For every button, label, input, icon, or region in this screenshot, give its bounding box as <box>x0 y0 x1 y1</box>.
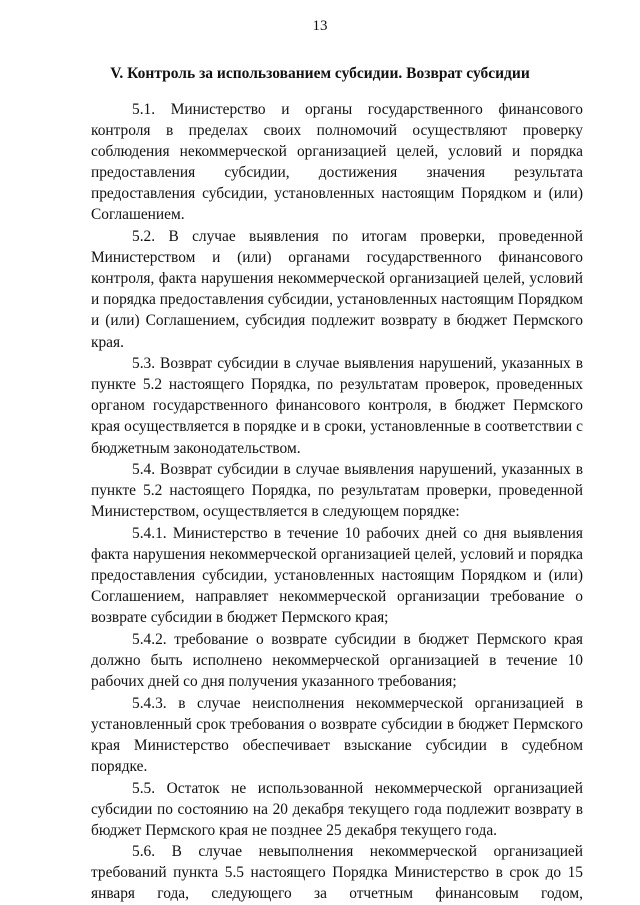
document-body <box>91 99 583 905</box>
paragraph-5-4: 5.4. Возврат субсидии в случае выявления нарушений, указанных в пункте 5.2 настоящего Порядка, по результатам проверки, проведенной Министерством, осуществляется в следующем порядке: <box>91 461 583 521</box>
paragraph-5-4-3: 5.4.3. в случае неисполнения некоммерческой организацией в установленный срок требования о возврате субсидии в бюджет Пермского края Министерство обеспечивает взыскание субсидии в судебном порядке. <box>91 694 583 775</box>
paragraph-5-6: 5.6. В случае невыполнения некоммерческой организацией требований пункта 5.5 настоящего Порядка Министерство в срок до 15 января года, следующего за отчетным финансовым годом, <box>91 843 583 903</box>
section-heading: V. Контроль за использованием субсидии. Возврат субсидии <box>110 65 530 82</box>
paragraph-5-5: 5.5. Остаток не использованной некоммерческой организацией субсидии по состоянию на 20 декабря текущего года подлежит возврату в бюджет Пермского края не позднее 25 декабря текущего года. <box>91 779 583 839</box>
paragraph-5-4-1: 5.4.1. Министерство в течение 10 рабочих дней со дня выявления факта нарушения некоммерческой организацией целей, условий и порядка предоставления субсидии, установленных настоящим Порядком и (или) Соглашением, направляет некоммерческой организации требование о возврате субсидии в бюджет Пермского края; <box>91 524 583 627</box>
paragraph-5-2: 5.2. В случае выявления по итогам проверки, проведенной Министерством и (или) органами государственного финансового контроля, факта нарушения некоммерческой организацией целей, условий и порядка предоставления субсидии, установленных настоящим Порядком и (или) Соглашением, субсидия подлежит возврату в бюджет Пермского края. <box>91 228 583 351</box>
paragraph-5-3: 5.3. Возврат субсидии в случае выявления нарушений, указанных в пункте 5.2 настоящего Порядка, по результатам проверок, проведенных органом государственного финансового контроля, в бюджет Пермского края осуществляется в порядке и в сроки, установленные в соответствии с бюджетным законодательством. <box>91 355 583 457</box>
paragraph-5-1: 5.1. Министерство и органы государственного финансового контроля в пределах своих полномочий осуществляют проверку соблюдения некоммерческой организацией целей, условий и порядка предоставления субсидии, достижения значения результата предоставления субсидии, установленных настоящим Порядком и (или) Соглашением. <box>91 101 583 224</box>
paragraph-5-4-2: 5.4.2. требование о возврате субсидии в бюджет Пермского края должно быть исполнено некоммерческой организацией в течение 10 рабочих дней со дня получения указанного требования; <box>91 630 583 691</box>
page-number: 13 <box>312 18 328 34</box>
